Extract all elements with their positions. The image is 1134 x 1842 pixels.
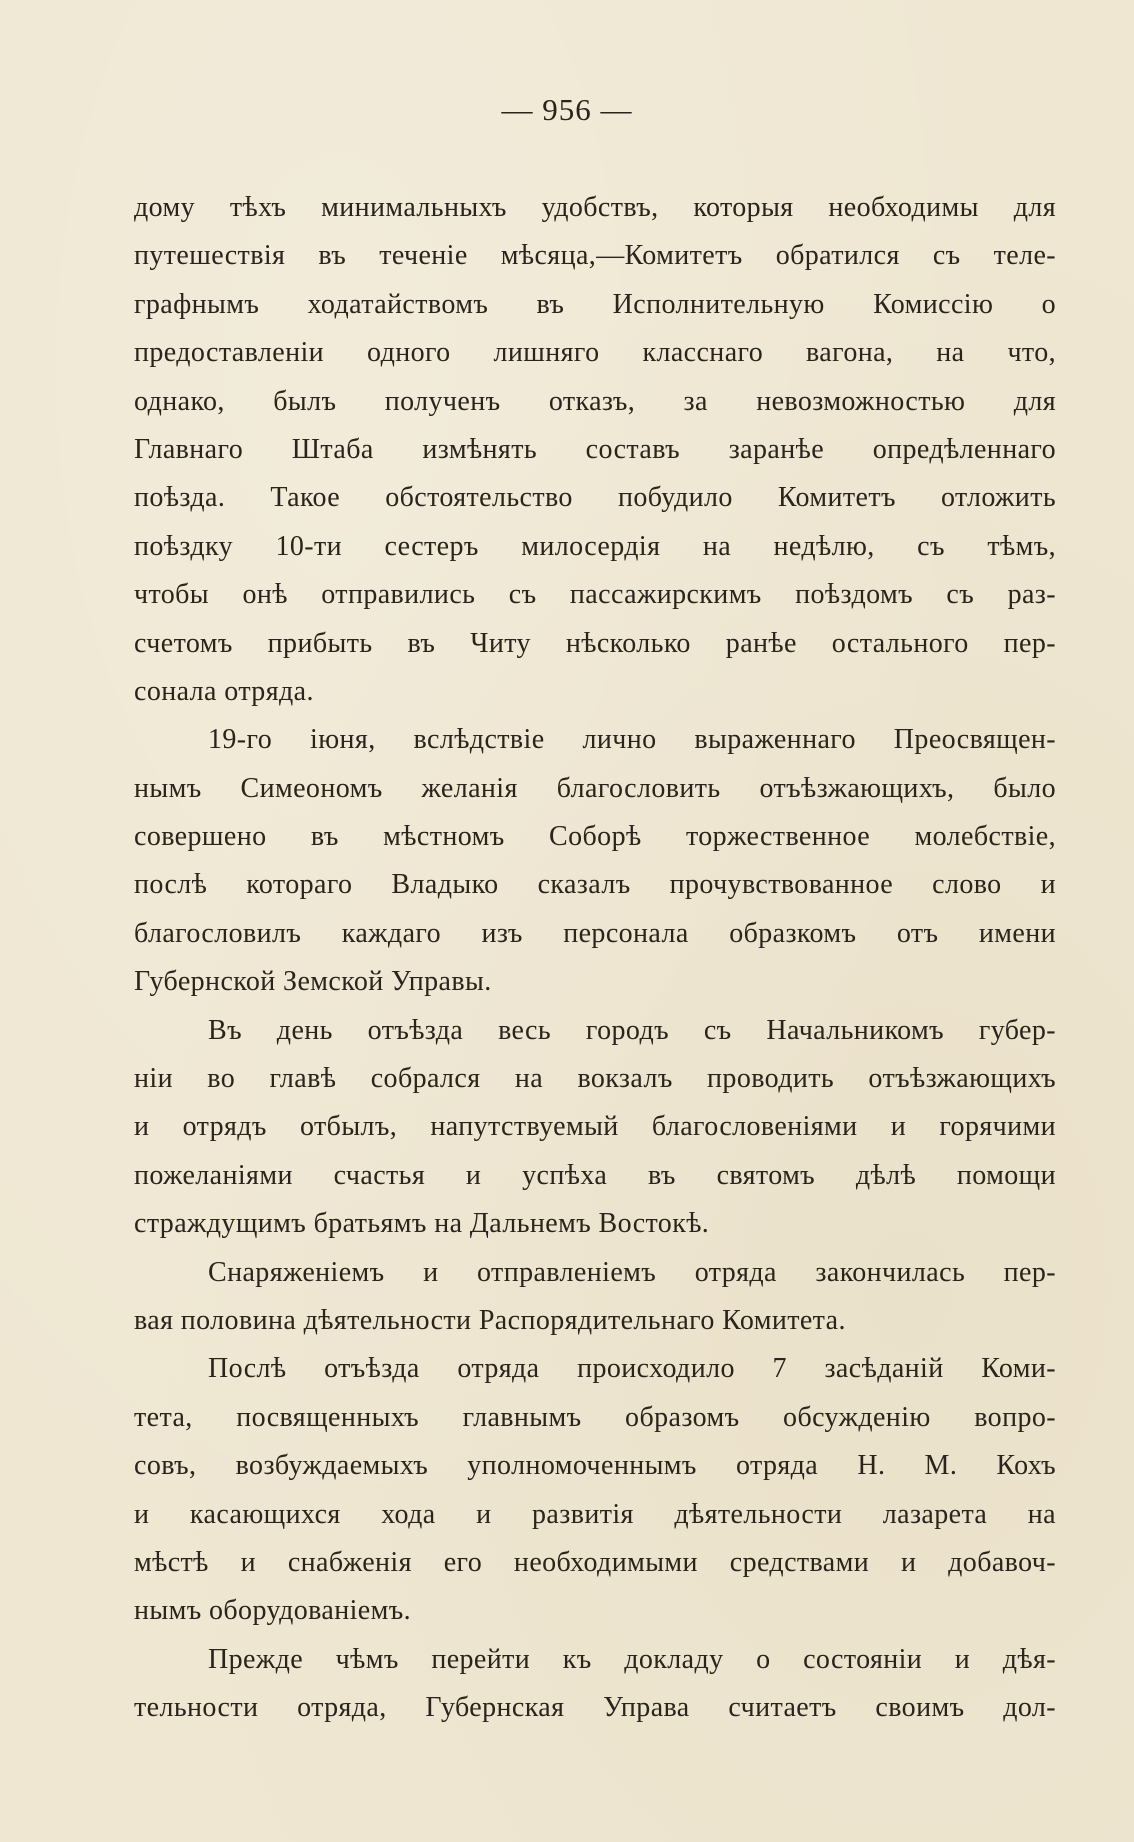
text-line: пожеланіями счастья и успѣха въ святомъ дѣлѣ помощи	[134, 1159, 1056, 1191]
text-line: путешествія въ теченіе мѣсяца,—Комитетъ обратился съ теле-	[134, 240, 1056, 272]
text-line: поѣзда. Такое обстоятельство побудило Комитетъ отложить	[134, 482, 1056, 514]
text-line: сонала отряда.	[134, 675, 314, 707]
text-line: тета, посвященныхъ главнымъ образомъ обсужденію вопро-	[134, 1401, 1056, 1433]
text-line: нымъ Симеономъ желанія благословить отъѣзжающихъ, было	[134, 772, 1056, 804]
body-text	[134, 184, 1056, 1733]
text-line: послѣ котораго Владыко сказалъ прочувствованное слово и	[134, 869, 1056, 901]
text-line: Въ день отъѣзда весь городъ съ Начальникомъ губер-	[208, 1014, 1056, 1046]
text-line: ніи во главѣ собрался на вокзалъ проводить отъѣзжающихъ	[134, 1063, 1056, 1095]
text-line: благословилъ каждаго изъ персонала образкомъ отъ имени	[134, 917, 1056, 949]
text-line: Послѣ отъѣзда отряда происходило 7 засѣданій Коми-	[208, 1353, 1056, 1385]
text-line: мѣстѣ и снабженія его необходимыми средствами и добавоч-	[134, 1546, 1056, 1578]
text-line: совъ, возбуждаемыхъ уполномоченнымъ отряда Н. М. Кохъ	[134, 1450, 1056, 1482]
text-line: 19-го іюня, вслѣдствіе лично выраженнаго Преосвящен-	[208, 724, 1056, 756]
text-line: тельности отряда, Губернская Управа считаетъ своимъ дол-	[134, 1692, 1056, 1724]
text-line: чтобы онѣ отправились съ пассажирскимъ поѣздомъ съ раз-	[134, 579, 1056, 611]
page-number: — 956 —	[501, 92, 633, 127]
text-line: Губернской Земской Управы.	[134, 966, 492, 998]
text-line: дому тѣхъ минимальныхъ удобствъ, которыя необходимы для	[134, 192, 1056, 223]
text-line: однако, былъ полученъ отказъ, за невозможностью для	[134, 385, 1056, 417]
text-line: совершено въ мѣстномъ Соборѣ торжественное молебствіе,	[134, 821, 1056, 853]
text-line: Снаряженіемъ и отправленіемъ отряда закончилась пер-	[208, 1256, 1056, 1288]
text-line: счетомъ прибыть въ Читу нѣсколько ранѣе остального пер-	[134, 627, 1056, 659]
text-line: и касающихся хода и развитія дѣятельности лазарета на	[134, 1498, 1056, 1530]
text-line: и отрядъ отбылъ, напутствуемый благословеніями и горячими	[134, 1111, 1056, 1143]
text-line: предоставленіи одного лишняго класснаго вагона, на что,	[134, 337, 1056, 369]
text-line: Главнаго Штаба измѣнять составъ заранѣе опредѣленнаго	[134, 433, 1056, 465]
text-line: графнымъ ходатайствомъ въ Исполнительную Комиссію о	[134, 288, 1056, 320]
text-line: нымъ оборудованіемъ.	[134, 1595, 412, 1627]
text-line: страждущимъ братьямъ на Дальнемъ Востокѣ.	[134, 1208, 710, 1240]
text-line: Прежде чѣмъ перейти къ докладу о состояніи и дѣя-	[208, 1643, 1056, 1675]
text-line: поѣздку 10-ти сестеръ милосердія на недѣлю, съ тѣмъ,	[134, 530, 1056, 562]
text-line: вая половина дѣятельности Распорядительнаго Комитета.	[134, 1304, 846, 1336]
